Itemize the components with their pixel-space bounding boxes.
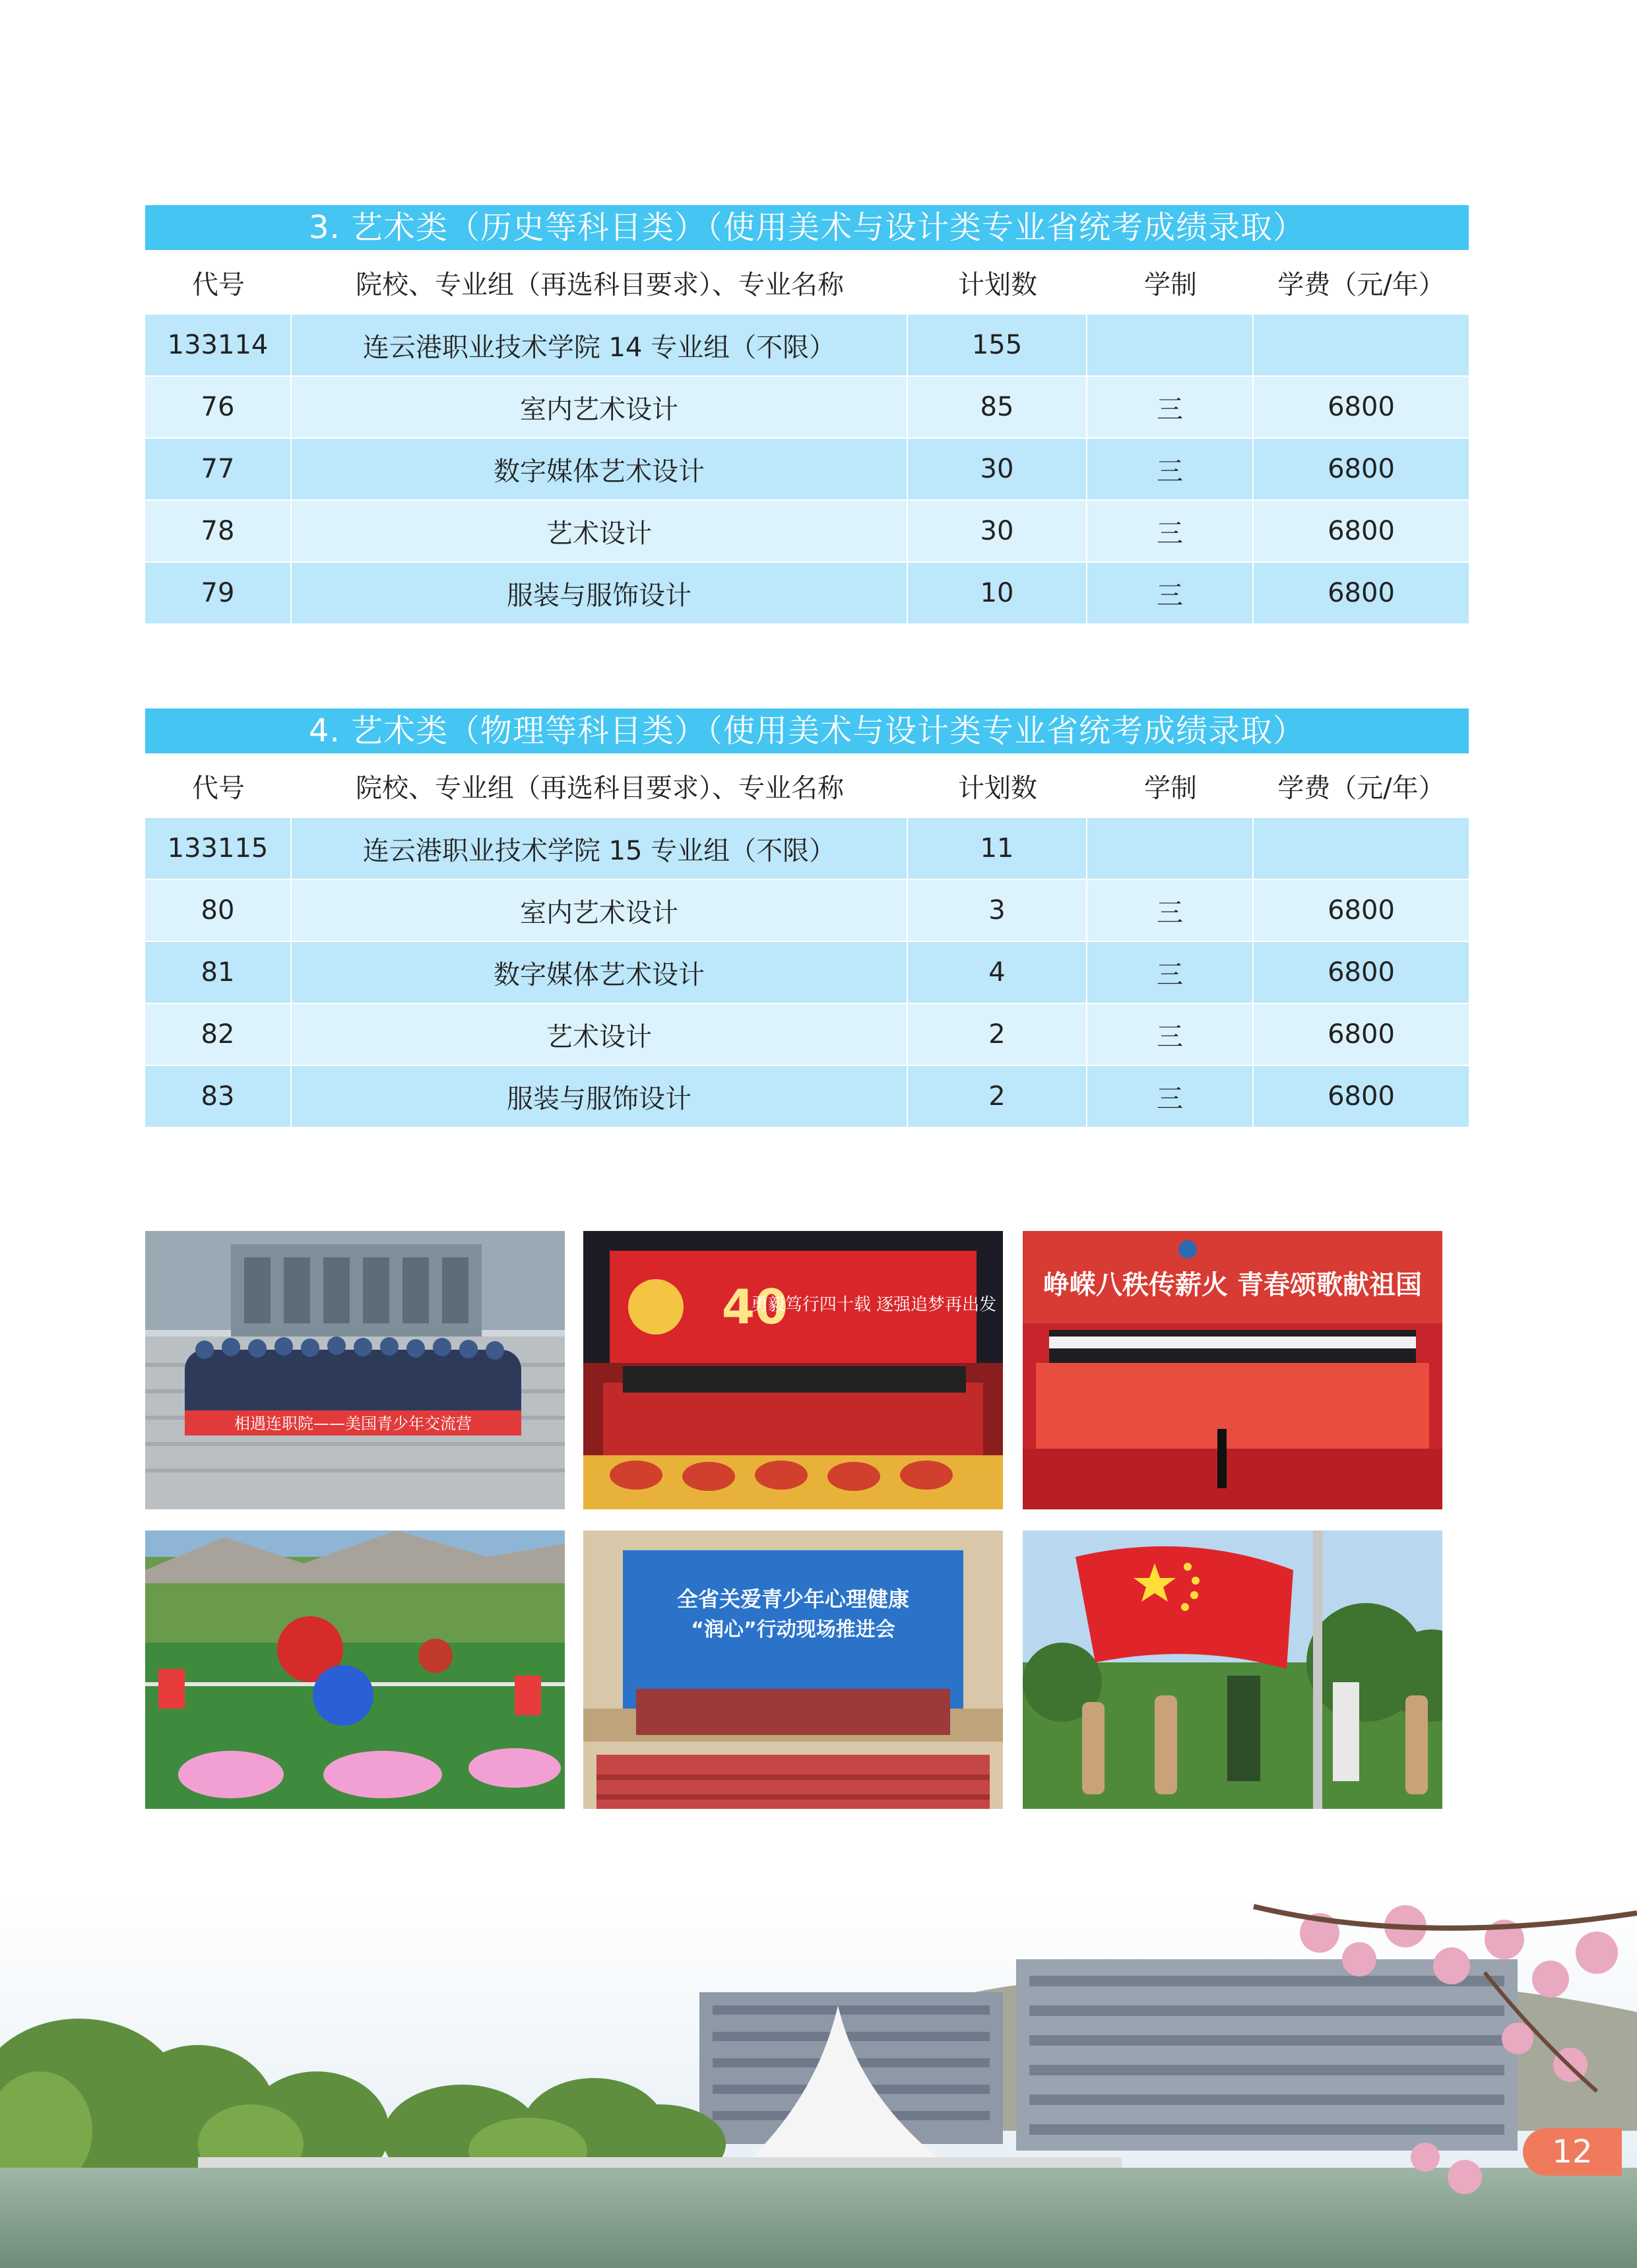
header-code: 代号 [192, 269, 245, 300]
cell-tuition: 6800 [1254, 1066, 1469, 1127]
cell-plan: 11 [908, 818, 1087, 879]
photo-40th-anniversary [583, 1231, 1003, 1509]
cell-name: 服装与服饰设计 [292, 1066, 908, 1127]
table-header [145, 250, 1469, 315]
cell-tuition: 6800 [1254, 563, 1469, 623]
cell-duration: 三 [1087, 501, 1254, 561]
header-name: 院校、专业组（再选科目要求）、专业名称 [356, 772, 844, 803]
table-row [145, 880, 1469, 941]
cell-name: 连云港职业技术学院 15 专业组（不限） [292, 818, 908, 879]
header-tuition: 学费（元/年） [1277, 772, 1445, 803]
cell-code: 82 [145, 1004, 292, 1065]
banner-text: 相遇连职院——美国青少年交流营 [234, 1414, 472, 1433]
cell-code: 81 [145, 942, 292, 1003]
cell-name: 艺术设计 [292, 1004, 908, 1065]
event-title-line2: “润心”行动现场推进会 [691, 1618, 895, 1641]
cell-duration [1087, 315, 1254, 375]
table-row [145, 501, 1469, 561]
cell-plan: 4 [908, 942, 1087, 1003]
cell-plan: 10 [908, 563, 1087, 623]
cell-plan: 3 [908, 880, 1087, 941]
cell-duration [1087, 818, 1254, 879]
table-row [145, 315, 1469, 375]
table-row [145, 818, 1469, 879]
cell-code: 133114 [145, 315, 292, 375]
cell-tuition: 6800 [1254, 501, 1469, 561]
event-title-line1: 全省关爱青少年心理健康 [676, 1587, 910, 1612]
page-number: 12 [1523, 2128, 1622, 2176]
cell-duration: 三 [1087, 880, 1254, 941]
photo-mental-health-event [583, 1530, 1003, 1809]
cell-code: 78 [145, 501, 292, 561]
cell-duration: 三 [1087, 942, 1254, 1003]
section-title: 3. 艺术类（历史等科目类）（使用美术与设计类专业省统考成绩录取） [145, 205, 1469, 250]
cell-name: 室内艺术设计 [292, 880, 908, 941]
table-row [145, 942, 1469, 1003]
section-3 [145, 205, 1469, 625]
cell-name: 连云港职业技术学院 14 专业组（不限） [292, 315, 908, 375]
cell-code: 133115 [145, 818, 292, 879]
header-code: 代号 [192, 772, 245, 803]
cell-plan: 155 [908, 315, 1087, 375]
cell-plan: 85 [908, 377, 1087, 437]
footer-campus-scenery [0, 1893, 1637, 2268]
header-plan: 计划数 [958, 269, 1037, 300]
cell-code: 77 [145, 439, 292, 499]
table-row [145, 1066, 1469, 1127]
cell-plan: 2 [908, 1066, 1087, 1127]
header-plan: 计划数 [958, 772, 1037, 803]
cell-code: 80 [145, 880, 292, 941]
choir-slogan: 峥嵘八秩传薪火 青春颂歌献祖国 [1043, 1269, 1422, 1300]
cell-tuition: 6800 [1254, 439, 1469, 499]
cell-code: 83 [145, 1066, 292, 1127]
photo-flag-raising [1023, 1530, 1442, 1809]
cell-plan: 2 [908, 1004, 1087, 1065]
header-tuition: 学费（元/年） [1277, 269, 1445, 300]
table-row [145, 563, 1469, 623]
header-name: 院校、专业组（再选科目要求）、专业名称 [356, 269, 844, 300]
cell-duration: 三 [1087, 377, 1254, 437]
cell-duration: 三 [1087, 1066, 1254, 1127]
cell-tuition: 6800 [1254, 942, 1469, 1003]
cell-tuition: 6800 [1254, 377, 1469, 437]
cell-duration: 三 [1087, 1004, 1254, 1065]
header-duration: 学制 [1144, 772, 1197, 803]
photo-exchange-camp [145, 1231, 565, 1509]
cell-code: 79 [145, 563, 292, 623]
cell-name: 室内艺术设计 [292, 377, 908, 437]
anniversary-number: 40 [721, 1279, 788, 1335]
cell-name: 数字媒体艺术设计 [292, 439, 908, 499]
cell-plan: 30 [908, 501, 1087, 561]
table-row [145, 439, 1469, 499]
cell-code: 76 [145, 377, 292, 437]
table-row [145, 377, 1469, 437]
cell-duration: 三 [1087, 439, 1254, 499]
cell-name: 艺术设计 [292, 501, 908, 561]
cell-tuition [1254, 818, 1469, 879]
photo-lion-dance [145, 1530, 565, 1809]
cell-plan: 30 [908, 439, 1087, 499]
cell-name: 数字媒体艺术设计 [292, 942, 908, 1003]
cell-tuition [1254, 315, 1469, 375]
photo-choir-performance [1023, 1231, 1442, 1509]
section-title: 4. 艺术类（物理等科目类）（使用美术与设计类专业省统考成绩录取） [145, 709, 1469, 753]
cell-duration: 三 [1087, 563, 1254, 623]
cell-tuition: 6800 [1254, 1004, 1469, 1065]
table-header [145, 753, 1469, 818]
section-4 [145, 709, 1469, 1128]
cell-tuition: 6800 [1254, 880, 1469, 941]
table-row [145, 1004, 1469, 1065]
anniversary-slogan: 勇毅笃行四十载 逐强追梦再出发 [750, 1295, 997, 1315]
header-duration: 学制 [1144, 269, 1197, 300]
cell-name: 服装与服饰设计 [292, 563, 908, 623]
